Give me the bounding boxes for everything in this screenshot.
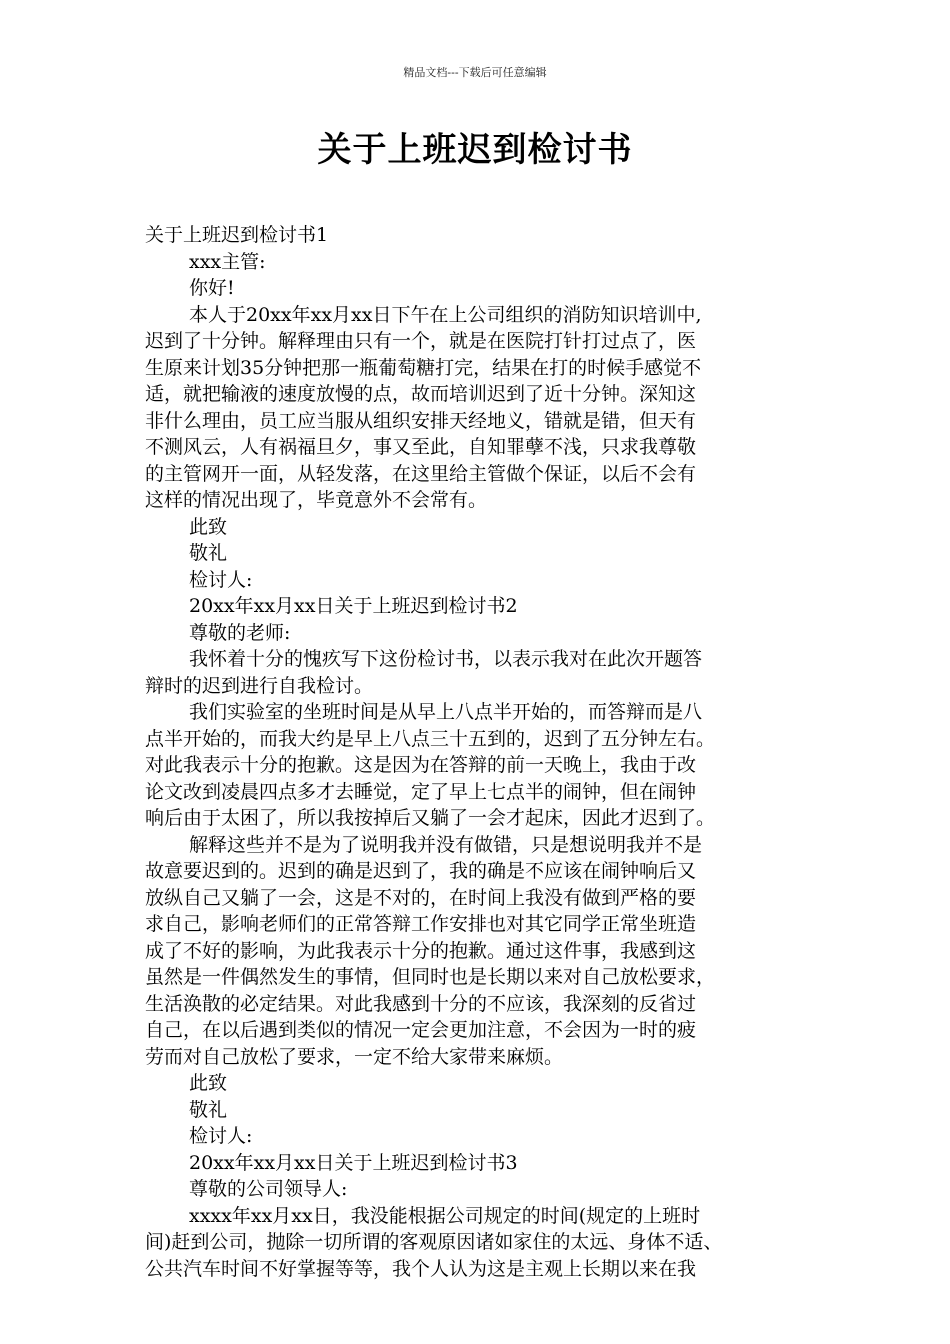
text-line: 虽然是一件偶然发生的事情，但同时也是长期以来对自己放松要求， <box>145 966 716 988</box>
text-line: 20xx年xx月xx日关于上班迟到检讨书3 <box>189 1151 518 1174</box>
page-header-note: 精品文档---下载后可任意编辑 <box>403 66 547 79</box>
text-line: 间)赶到公司，抛除一切所谓的客观原因诸如家住的太远、身体不适、 <box>145 1231 723 1253</box>
text-line: 论文改到凌晨四点多才去睡觉，定了早上七点半的闹钟，但在闹钟 <box>145 780 697 803</box>
text-line: 迟到了十分钟。解释理由只有一个，就是在医院打针打过点了，医 <box>145 330 697 352</box>
text-line: xxx主管: <box>189 250 266 273</box>
text-line: 适，就把输液的速度放慢的点，故而培训迟到了近十分钟。深知这 <box>145 383 697 405</box>
text-line: 求自己，影响老师们的正常答辩工作安排也对其它同学正常坐班造 <box>145 913 697 935</box>
text-line: 此致 <box>189 515 228 538</box>
text-line: 劳而对自己放松了要求，一定不给大家带来麻烦。 <box>145 1045 564 1068</box>
text-line: 尊敬的公司领导人: <box>189 1178 348 1200</box>
text-line: 20xx年xx月xx日关于上班迟到检讨书2 <box>189 595 518 617</box>
text-line: 对此我表示十分的抱歉。这是因为在答辩的前一天晚上，我由于改 <box>145 754 697 776</box>
text-line: 的主管网开一面，从轻发落，在这里给主管做个保证，以后不会有 <box>145 462 697 485</box>
text-line: 尊敬的老师: <box>189 621 291 644</box>
text-line: 本人于20xx年xx月xx日下午在上公司组织的消防知识培训中, <box>189 303 702 326</box>
text-line: 公共汽车时间不好掌握等等，我个人认为这是主观上长期以来在我 <box>145 1257 697 1280</box>
text-line: 点半开始的，而我大约是早上八点三十五到的，迟到了五分钟左右。 <box>145 727 716 750</box>
text-line: xxxx年xx月xx日，我没能根据公司规定的时间(规定的上班时 <box>189 1204 701 1227</box>
text-line: 关于上班迟到检讨书1 <box>145 224 329 246</box>
text-line: 成了不好的影响，为此我表示十分的抱歉。通过这件事，我感到这 <box>145 939 697 962</box>
text-line: 我怀着十分的愧疚写下这份检讨书，以表示我对在此次开题答 <box>189 648 703 670</box>
text-line: 敬礼 <box>189 1098 228 1121</box>
text-line: 这样的情况出现了，毕竟意外不会常有。 <box>145 489 488 511</box>
text-line: 检讨人: <box>189 1125 253 1147</box>
text-line: 响后由于太困了，所以我按掉后又躺了一会才起床，因此才迟到了。 <box>145 807 716 829</box>
text-line: 生活涣散的必定结果。对此我感到十分的不应该，我深刻的反省过 <box>145 992 697 1015</box>
text-line: 检讨人: <box>189 568 253 591</box>
text-line: 辩时的迟到进行自我检讨。 <box>145 674 374 697</box>
text-line: 你好! <box>189 277 235 299</box>
document-body <box>145 222 820 1282</box>
text-line: 我们实验室的坐班时间是从早上八点半开始的，而答辩而是八 <box>189 701 703 723</box>
document-title: 关于上班迟到检讨书 <box>317 130 633 170</box>
text-line: 解释这些并不是为了说明我并没有做错，只是想说明我并不是 <box>189 833 703 856</box>
text-line: 故意要迟到的。迟到的确是迟到了，我的确是不应该在闹钟响后又 <box>145 860 697 882</box>
text-line: 非什么理由，员工应当服从组织安排天经地义，错就是错，但天有 <box>145 409 697 432</box>
text-line: 敬礼 <box>189 542 228 564</box>
text-line: 放纵自己又躺了一会，这是不对的，在时间上我没有做到严格的要 <box>145 886 697 909</box>
text-line: 此致 <box>189 1072 228 1094</box>
text-line: 生原来计划35分钟把那一瓶葡萄糖打完，结果在打的时候手感觉不 <box>145 356 702 379</box>
text-line: 自己，在以后遇到类似的情况一定会更加注意，不会因为一时的疲 <box>145 1019 697 1041</box>
text-line: 不测风云，人有祸福旦夕，事又至此，自知罪孽不浅，只求我尊敬 <box>145 436 697 458</box>
